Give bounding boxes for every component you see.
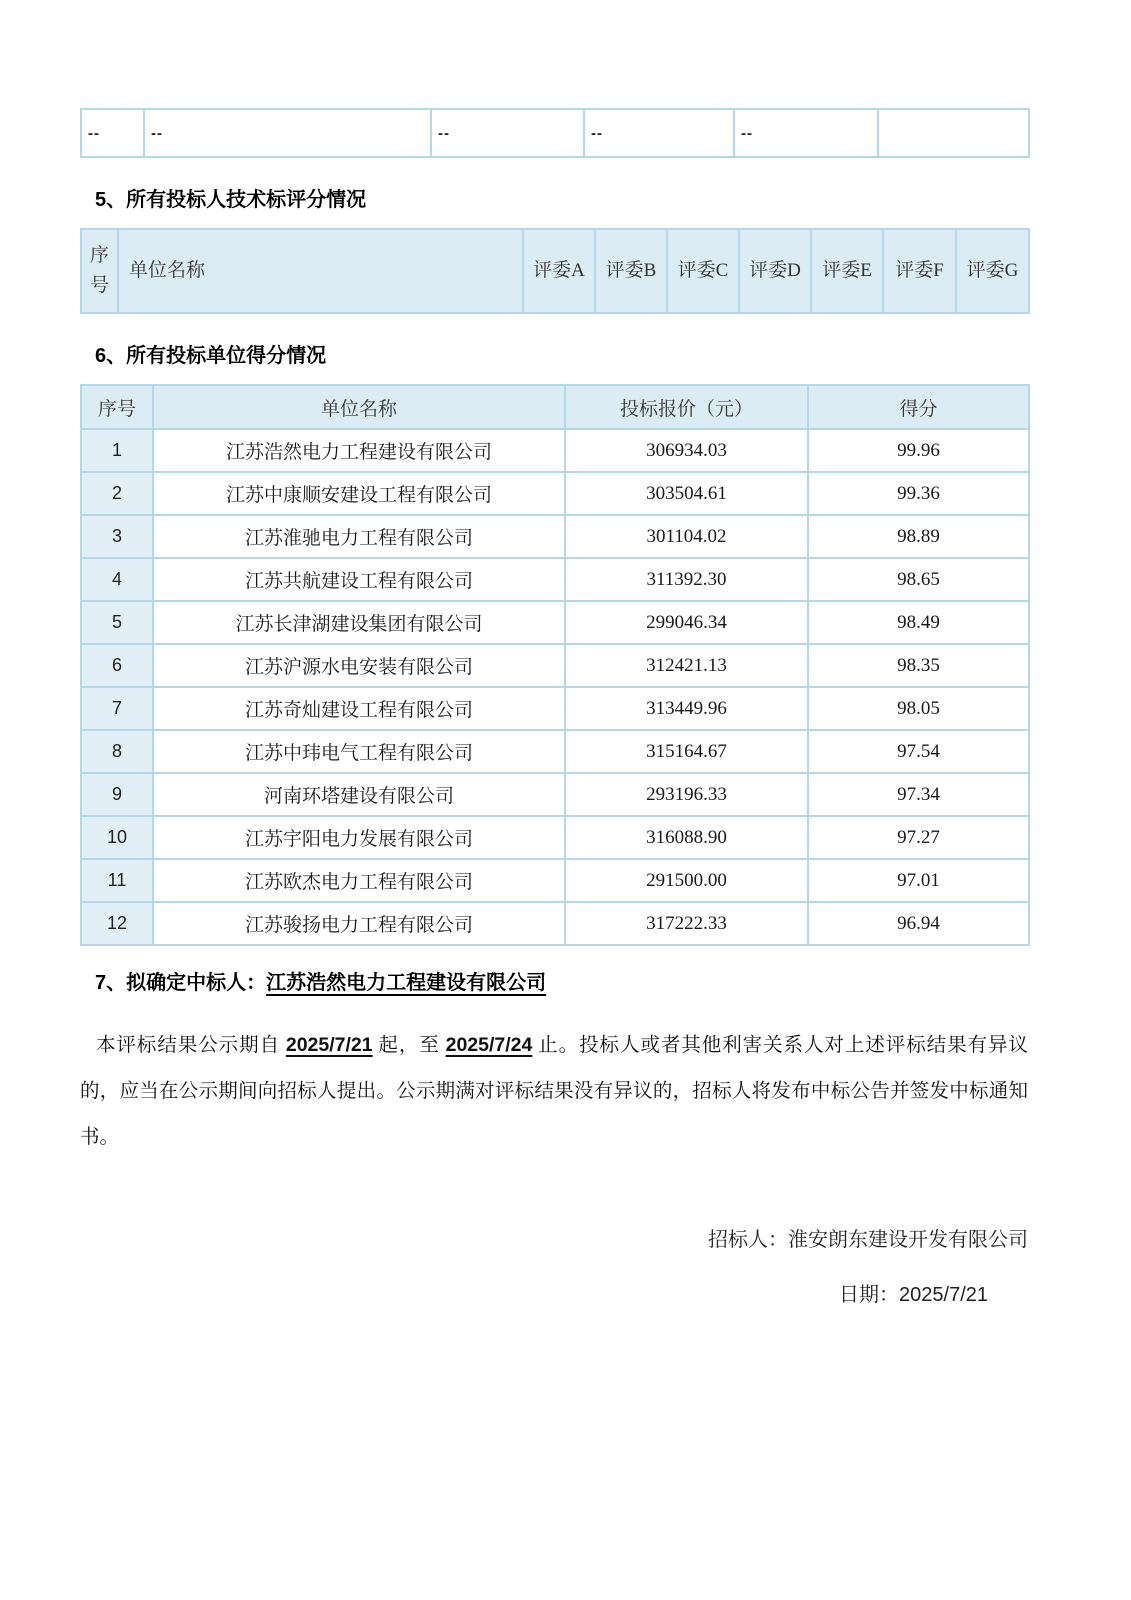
cell-score: 98.05: [808, 687, 1029, 730]
cell-company: 河南环塔建设有限公司: [153, 773, 565, 816]
continuation-cell: [878, 109, 1029, 157]
cell-price: 315164.67: [565, 730, 808, 773]
cell-company: 江苏浩然电力工程建设有限公司: [153, 429, 565, 472]
cell-company: 江苏共航建设工程有限公司: [153, 558, 565, 601]
date-value: 2025/7/21: [899, 1284, 988, 1306]
cell-score: 97.27: [808, 816, 1029, 859]
continuation-cell: --: [584, 109, 734, 157]
continuation-table: [80, 108, 1030, 158]
score-row: [81, 773, 1029, 816]
cell-score: 98.65: [808, 558, 1029, 601]
section6-title: 6、所有投标单位得分情况: [95, 345, 327, 367]
cell-seq: 1: [81, 429, 153, 472]
header-judge-c: 评委C: [667, 229, 739, 313]
continuation-cell: --: [81, 109, 144, 157]
score-row: [81, 816, 1029, 859]
cell-price: 301104.02: [565, 515, 808, 558]
technical-table-header-row: [81, 229, 1029, 313]
tenderer-line: 招标人：淮安朗东建设开发有限公司: [708, 1229, 1028, 1251]
cell-seq: 4: [81, 558, 153, 601]
header-judge-a: 评委A: [523, 229, 595, 313]
technical-score-table: [80, 228, 1030, 314]
header-judge-e: 评委E: [811, 229, 883, 313]
cell-score: 98.35: [808, 644, 1029, 687]
cell-seq: 2: [81, 472, 153, 515]
cell-seq: 5: [81, 601, 153, 644]
score-row: [81, 472, 1029, 515]
cell-seq: 10: [81, 816, 153, 859]
header-judge-f: 评委F: [883, 229, 956, 313]
cell-price: 291500.00: [565, 859, 808, 902]
header-company: 单位名称: [153, 385, 565, 429]
section7-title: [95, 970, 1028, 996]
score-row: [81, 601, 1029, 644]
cell-score: 98.49: [808, 601, 1029, 644]
score-row: [81, 558, 1029, 601]
score-row: [81, 515, 1029, 558]
cell-price: 312421.13: [565, 644, 808, 687]
header-judge-g: 评委G: [956, 229, 1029, 313]
cell-seq: 11: [81, 859, 153, 902]
cell-price: 293196.33: [565, 773, 808, 816]
cell-seq: 3: [81, 515, 153, 558]
score-row: [81, 859, 1029, 902]
continuation-row: [81, 109, 1029, 157]
cell-score: 97.34: [808, 773, 1029, 816]
winner-label: 7、拟确定中标人：: [95, 972, 267, 994]
cell-seq: 6: [81, 644, 153, 687]
cell-seq: 7: [81, 687, 153, 730]
score-row: [81, 687, 1029, 730]
header-judge-b: 评委B: [595, 229, 667, 313]
cell-price: 313449.96: [565, 687, 808, 730]
cell-score: 99.36: [808, 472, 1029, 515]
score-row: [81, 644, 1029, 687]
continuation-cell: --: [734, 109, 878, 157]
score-table: [80, 384, 1030, 946]
cell-score: 97.54: [808, 730, 1029, 773]
continuation-cell: --: [431, 109, 584, 157]
cell-company: 江苏奇灿建设工程有限公司: [153, 687, 565, 730]
cell-company: 江苏长津湖建设集团有限公司: [153, 601, 565, 644]
header-judge-d: 评委D: [739, 229, 811, 313]
cell-company: 江苏沪源水电安装有限公司: [153, 644, 565, 687]
header-score: 得分: [808, 385, 1029, 429]
notice-text: 本评标结果公示期自: [96, 1035, 286, 1056]
date-label: 日期：: [839, 1284, 900, 1306]
header-price: 投标报价（元）: [565, 385, 808, 429]
cell-company: 江苏宇阳电力发展有限公司: [153, 816, 565, 859]
winner-name: 江苏浩然电力工程建设有限公司: [266, 972, 547, 994]
notice-text: 止。投标人或者其他利害关系人对上述评标结果有异议的，应当在公示期间向招标人提出。公示期满对评标结果没有异议的，招标人将发布中标公告并签发中标通知书。: [80, 1035, 1028, 1148]
section5-title: 5、所有投标人技术标评分情况: [95, 189, 367, 211]
score-row: [81, 730, 1029, 773]
score-row: [81, 902, 1029, 945]
score-table-header-row: [81, 385, 1029, 429]
cell-company: 江苏中玮电气工程有限公司: [153, 730, 565, 773]
cell-price: 316088.90: [565, 816, 808, 859]
cell-seq: 12: [81, 902, 153, 945]
notice-text: 起，至: [372, 1035, 446, 1056]
cell-company: 江苏欧杰电力工程有限公司: [153, 859, 565, 902]
cell-score: 96.94: [808, 902, 1029, 945]
date-line: [80, 1278, 1028, 1307]
publicity-end-date: 2025/7/24: [445, 1034, 533, 1056]
cell-score: 97.01: [808, 859, 1029, 902]
header-seq: 序号: [81, 385, 153, 429]
cell-company: 江苏中康顺安建设工程有限公司: [153, 472, 565, 515]
cell-price: 303504.61: [565, 472, 808, 515]
publicity-start-date: 2025/7/21: [285, 1034, 373, 1056]
cell-score: 99.96: [808, 429, 1029, 472]
cell-price: 311392.30: [565, 558, 808, 601]
cell-price: 317222.33: [565, 902, 808, 945]
cell-company: 江苏骏扬电力工程有限公司: [153, 902, 565, 945]
cell-company: 江苏淮驰电力工程有限公司: [153, 515, 565, 558]
cell-price: 306934.03: [565, 429, 808, 472]
cell-seq: 9: [81, 773, 153, 816]
notice-paragraph: [80, 1022, 1028, 1161]
cell-price: 299046.34: [565, 601, 808, 644]
header-company: 单位名称: [118, 229, 523, 313]
continuation-cell: --: [144, 109, 431, 157]
cell-seq: 8: [81, 730, 153, 773]
score-row: [81, 429, 1029, 472]
cell-score: 98.89: [808, 515, 1029, 558]
header-seq: 序号: [81, 229, 118, 313]
